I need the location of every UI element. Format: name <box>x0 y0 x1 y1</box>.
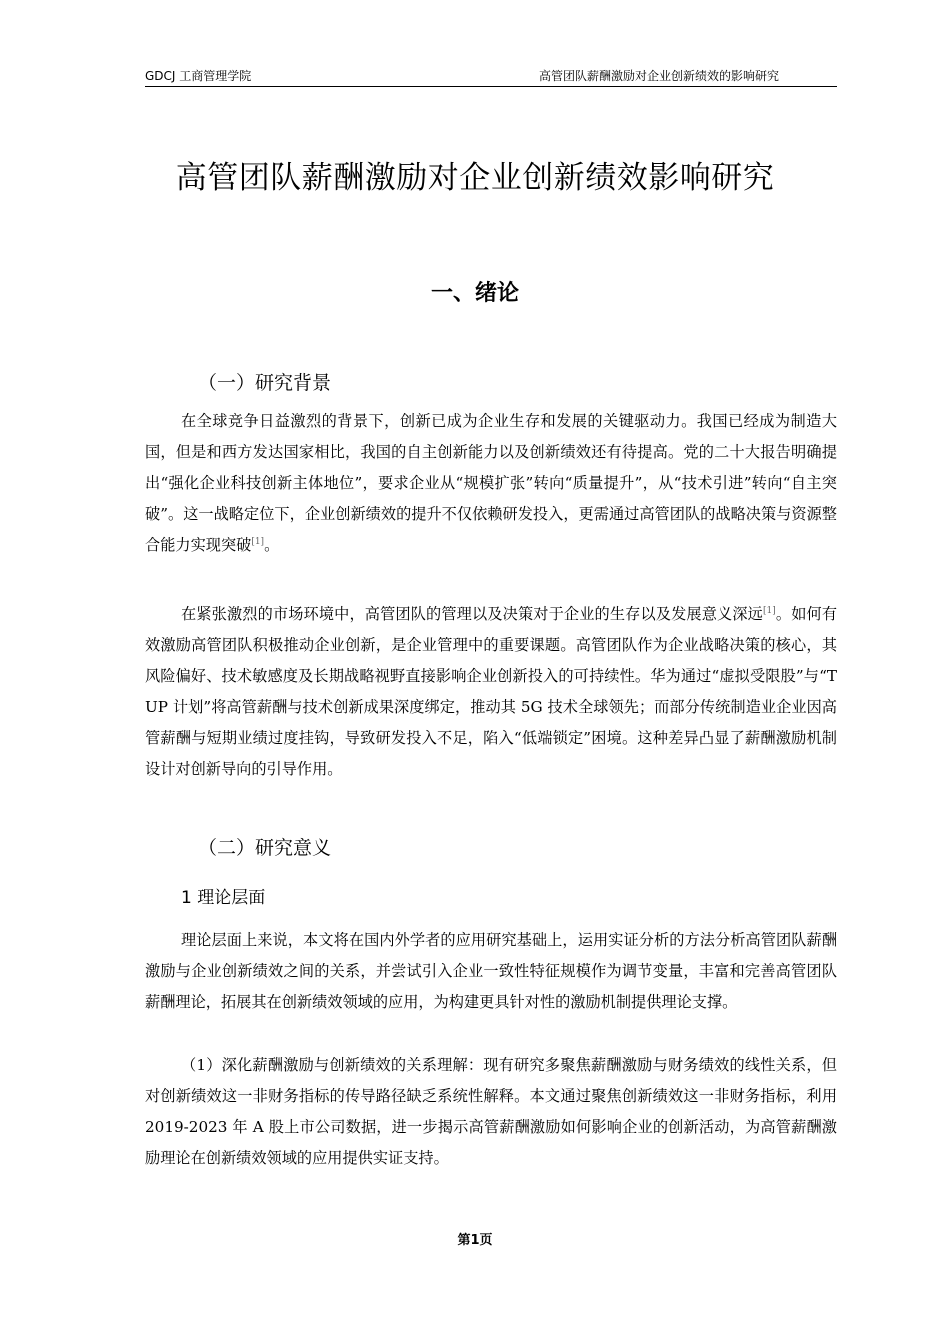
paragraph-background-2 <box>145 599 837 785</box>
citation-ref: [1] <box>763 605 776 616</box>
paragraph-theory-2: （1）深化薪酬激励与创新绩效的关系理解：现有研究多聚焦薪酬激励与财务绩效的线性关系，但对创新绩效这一非财务指标的传导路径缺乏系统性解释。本文通过聚焦创新绩效这一非财务指标，利用 2019-2023 年 A 股上市公司数据，进一步揭示高管薪酬激励如何影响企业的创新活动，为高管薪酬激励理论在创新绩效领域的应用提供实证支持。 <box>145 1056 837 1167</box>
subsection-heading-theory: 1 理论层面 <box>181 888 266 908</box>
running-header <box>145 68 837 87</box>
chapter-heading: 一、绪论 <box>430 281 519 306</box>
section-heading-background: （一）研究背景 <box>198 372 332 394</box>
header-paper-title: 高管团队薪酬激励对企业创新绩效的影响研究 <box>538 69 779 83</box>
header-school: GDCJ 工商管理学院 <box>145 69 252 83</box>
paragraph-text: 在全球竞争日益激烈的背景下，创新已成为企业生存和发展的关键驱动力。我国已经成为制造大国，但是和西方发达国家相比，我国的自主创新能力以及创新绩效还有待提高。党的二十大报告明确提出“强化企业科技创新主体地位”，要求企业从“规模扩张”转向“质量提升”，从“技术引进”转向“自主突破”。这一战略定位下，企业创新绩效的提升不仅依赖研发投入，更需通过高管团队的战略决策与资源整合能力实现突破 <box>145 412 837 554</box>
paragraph-text: 在紧张激烈的市场环境中，高管团队的管理以及决策对于企业的生存以及发展意义深远 <box>181 605 763 623</box>
paragraph-text-rest: 。如何有效激励高管团队积极推动企业创新，是企业管理中的重要课题。高管团队作为企业战略决策的核心，其风险偏好、技术敏感度及长期战略视野直接影响企业创新投入的可持续性。华为通过“虚拟受限股”与“TUP 计划”将高管薪酬与技术创新成果深度绑定，推动其 5G 技术全球领先；而部分传统制造业企业因高管薪酬与短期业绩过度挂钩，导致研发投入不足，陷入“低端锁定”困境。这种差异凸显了薪酬激励机制设计对创新导向的引导作用。 <box>145 605 838 778</box>
section-heading-significance: （二）研究意义 <box>198 837 332 859</box>
page-number: 第1页 <box>457 1233 493 1248</box>
paragraph-text-end: 。 <box>264 536 280 554</box>
paragraph-theory-1: 理论层面上来说，本文将在国内外学者的应用研究基础上，运用实证分析的方法分析高管团队薪酬激励与企业创新绩效之间的关系，并尝试引入企业一致性特征规模作为调节变量，丰富和完善高管团队薪酬理论，拓展其在创新绩效领域的应用，为构建更具针对性的激励机制提供理论支撑。 <box>145 931 837 1011</box>
citation-ref: [1] <box>251 536 265 547</box>
paragraph-background-1 <box>145 406 837 561</box>
paper-title: 高管团队薪酬激励对企业创新绩效影响研究 <box>175 160 775 196</box>
